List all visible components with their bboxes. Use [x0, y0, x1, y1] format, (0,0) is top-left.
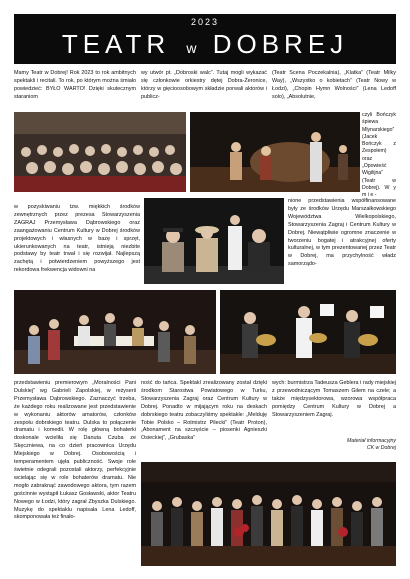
article-col3-mid: nione przedstawienia współfinansowane były ze środków Urzędu Marszałkowskiego Województwa Wielkopolskiego, Stowarzyszenia Zagraj i Centrum Kultury w Dobrej. Niewątpliwie ogromne znaczenie w tworzeniu bogatej i atrakcyjnej oferty kulturalnej, w tym prezentowanej przez Teatr w Dobrej, ma przychylność władz samorządo- — [288, 198, 396, 268]
stage-scene-photo — [190, 112, 360, 192]
title-banner — [14, 14, 396, 64]
title-word-dobrej: DOBREJ — [212, 29, 349, 59]
article-col2-top: wy utwór pt. „Dobroski walc”. Tutaj mogli wykazać się członkowie orkiestry dętej Dobra-Żeronice, którzy w gięcioosobowym składzie porwali aktorów i publicz- — [141, 70, 267, 100]
footnote-line-1: Materiał informacyjny — [346, 438, 396, 444]
page-title — [14, 29, 396, 63]
article-col3-side: czyli Bończyk śpiewa Młynarskiego” (Jacek Bończyk z Zespołem) oraz „Opowieść Wigilijna” (Teatr w Dobrej). W y m i e - — [362, 112, 396, 199]
article-col3-bottom: wych: burmistrza Tadeusza Geblera i rady miejskiej z przewodniczącym Tomaszem Gilem na czele; a także międzysektorowa, wzorowa współpraca pomiędzy Centrum Kultury w Dobrej a Stowarzyszeniem Zagraj. — [272, 380, 396, 418]
article-col2-bottom: ność do tańca. Spektakl zrealizowany został dzięki środkom Starostwa Powiatowego w Turku, Stowarzyszenia Zagraj oraz Centrum Kultury w Dobrej. Ponadto w mijającym roku na deskach dobrskiego teatru zobaczyliśmy spektakle: „Melduję Tobie Polsko – Rotmistrz Pilecki” (Teatr Proton), „Abonament na szczęście – piosenki Agnieszki Osieckiej”, „Grubaska” — [141, 380, 267, 442]
year-label: 2023 — [190, 17, 220, 27]
musicians-photo — [220, 290, 396, 374]
article-col3-top: (Teatr Scena Poczekalnia), „Klatka” (Teatr Milky Way), „Wszystko o kobietach” (Teatr Nowy w Łodzi), „Chopin Hymn Wolności” (Lena Ledoff solo), „Absolutnie, — [272, 70, 396, 100]
cast-seated-photo — [144, 198, 284, 284]
cast-party-photo — [14, 290, 216, 374]
audience-photo — [14, 112, 186, 192]
title-word-teatr: TEATR — [61, 29, 171, 59]
info-footnote — [300, 438, 396, 451]
final-bow-photo — [141, 462, 396, 566]
title-connector: w — [186, 40, 197, 56]
article-col1-mid: w pozyskiwaniu tzw. miękkich środków zewnętrznych przez prezesa Stowarzyszenia ZAGRAJ Przemysława Dąbrowskiego oraz zaangażowaniu Centrum Kultury w Dobrej środków projektowych i własnych w bazę i sprzęt, ukierunkowanych na teatr, istnieją niezbite podstawy by teatr trwał i się rozwijał. Najlepszą zachętą i potwierdzeniem powyższego jest rekordowa frekwencja widowni na — [14, 204, 140, 274]
article-col1-top: Mamy Teatr w Dobrej! Rok 2023 to rok ambitnych spektakli i recitali. To rok, po którym można śmiało powiedzieć: BYŁO WARTO! Dzięki skutecznym staraniom — [14, 70, 136, 100]
footnote-line-2: CK w Dobrej — [366, 444, 396, 451]
article-col1-bottom: przedstawieniu premierowym „Moralności Pani Dulskiej” wg Gabrieli Zapolskiej, w reżyserii Przemysława Dąbrowskiego. Zaznaczyć trzeba, że każdego roku realizowane jest przedstawienie w wykonaniu aktorów amatorów, członków zespołu dobrskiego teatru. Dulska to połączenie dramatu i komedii. W rolę główną bohaterki doskonale wcieliła się Danuta Czuba ze Skęczniewa, na co dzień pracownica Urzędu Miejskiego w Dobrej. Osobowością i temperamentem ujęła publiczność. Swoje role świetnie odegrali pozostali aktorzy, perfekcyjnie wcielając się w role bohaterów dramatu. Nie mogło zabraknąć zawodowego aktora, tym razem gościnnie wystąpił Łukasz Gosławski, aktor Teatru Nowego w Łodzi, który zagrał Zbyszka Dulskiego. Muzykę do spektaklu napisała Lena Ledoff, skomponowała też finało- — [14, 380, 136, 521]
